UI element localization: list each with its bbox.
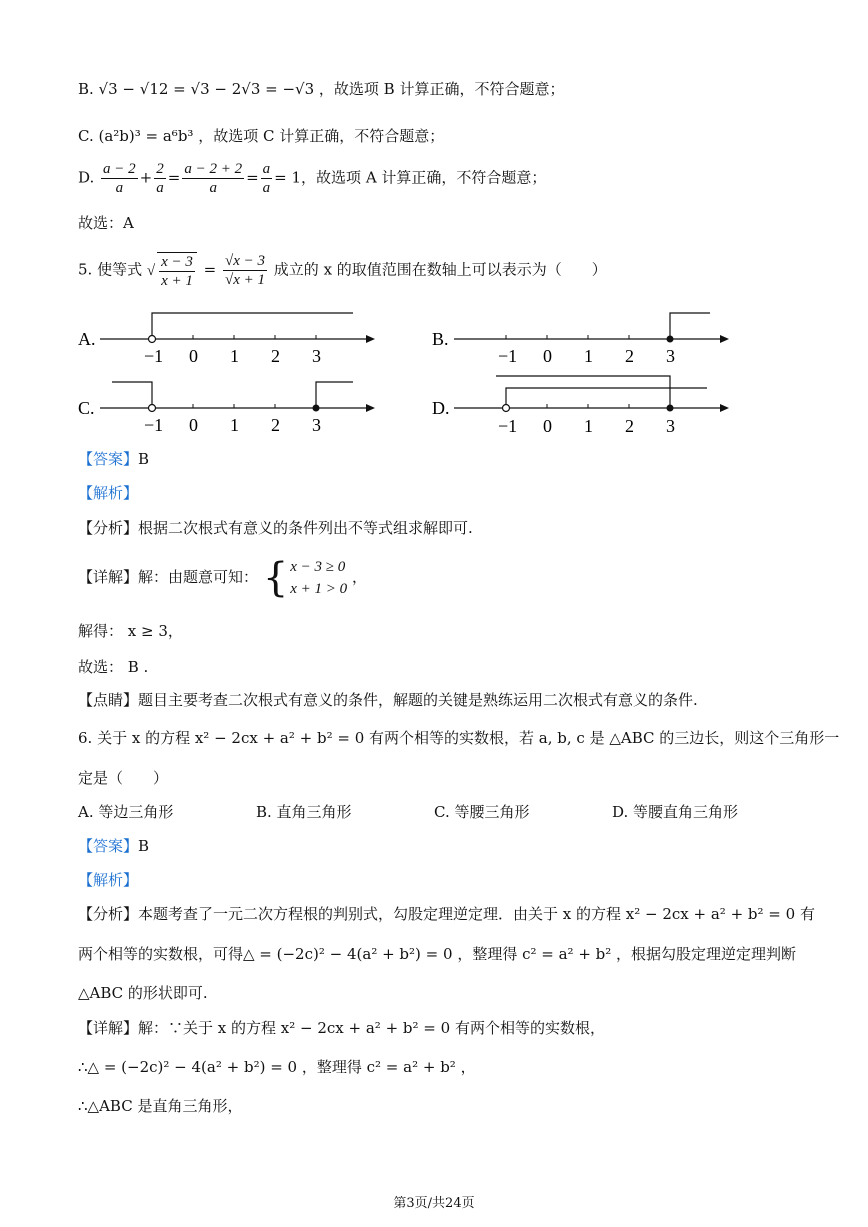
dianjing-5: 【点睛】题目主要考查二次根式有意义的条件，解题的关键是熟练运用二次根式有意义的条件. <box>78 691 698 709</box>
xiangjie-6-line-1: 【详解】解：∵关于 x 的方程 x² − 2cx + a² + b² = 0 有两个相等的实数根， <box>78 1019 605 1037</box>
tick-labels <box>144 415 321 435</box>
option-a-label: A. <box>78 329 96 349</box>
svg-text:2: 2 <box>625 416 634 436</box>
q6-option-d: D. 等腰直角三角形 <box>612 803 739 821</box>
jiede-5: 解得： x ≥ 3， <box>78 622 183 640</box>
fraction-sum: $\frac{a - 2 + 2}{a}$ <box>184 161 243 196</box>
svg-text:1: 1 <box>230 415 239 435</box>
fenxi-label: 【分析】 <box>78 905 139 923</box>
answer-6 <box>78 835 149 857</box>
xiangjie-label: 【详解】 <box>78 568 139 586</box>
number-line-c <box>78 374 388 436</box>
option-b-label: B. <box>432 329 449 349</box>
number-line-d <box>432 368 742 438</box>
sqrt-fraction-right: $\frac{√x - 3}{√x + 1}$ <box>225 253 266 288</box>
fenxi-6-line-1: 【分析】本题考查了一元二次方程根的判别式，勾股定理逆定理．由关于 x 的方程 x² − 2cx + a² + b² = 0 有 <box>78 905 815 923</box>
fraction-a-over-a: $\frac{a}{a}$ <box>262 161 271 196</box>
answer-6-value: B <box>138 837 150 855</box>
choice-a-line: 故选：A <box>78 214 134 232</box>
svg-text:1: 1 <box>230 346 239 365</box>
fraction-2-over-a: $\frac{2}{a}$ <box>156 161 164 196</box>
brace-icon: { <box>262 555 289 601</box>
q6-option-b: B. 直角三角形 <box>256 803 352 821</box>
fenxi-label: 【分析】 <box>78 519 139 537</box>
svg-text:2: 2 <box>271 415 280 435</box>
fenxi-5: 【分析】根据二次根式有意义的条件列出不等式组求解即可. <box>78 519 473 537</box>
fenxi-6-line-3: △ABC 的形状即可. <box>78 984 208 1002</box>
number-line-b <box>432 305 742 365</box>
option-b-line: B. √3 − √12 = √3 − 2√3 = −√3 ，故选项 B 计算正确，不符合题意； <box>78 80 565 98</box>
question-5-prefix: 5. 使等式 <box>78 260 143 279</box>
answer-5-value: B <box>138 450 150 468</box>
svg-text:3: 3 <box>666 346 675 365</box>
question-6-options <box>78 801 787 823</box>
xiangjie-6-line-2: ∴△ = (−2c)² − 4(a² + b²) = 0 ，整理得 c² = a² + b² ， <box>78 1058 476 1076</box>
option-d-label: D. <box>78 168 95 187</box>
option-d-label-numline: D. <box>432 398 450 418</box>
svg-text:0: 0 <box>543 346 552 365</box>
option-c-line: C. (a²b)³ = a⁶b³ ，故选项 C 计算正确，不符合题意； <box>78 127 445 145</box>
svg-text:2: 2 <box>625 346 634 365</box>
xiangjie-label: 【详解】 <box>78 1019 139 1037</box>
question-6-line-2: 定是（ ） <box>78 769 169 787</box>
tick-labels <box>498 416 675 436</box>
analysis-6-heading: 【解析】 <box>78 871 139 889</box>
tick-labels <box>144 346 321 365</box>
question-5-line: 5. 使等式 √ $\frac{x - 3}{x + 1}$ = $\frac{√x - 3}{√x + 1}$ 成立的 x 的取值范围在数轴上可以表示为（ ） <box>78 253 607 290</box>
svg-text:1: 1 <box>584 346 593 365</box>
page-footer: 第3页/共24页 <box>393 1196 475 1211</box>
svg-text:−1: −1 <box>144 415 164 435</box>
question-5-suffix: 成立的 x 的取值范围在数轴上可以表示为（ ） <box>273 260 607 279</box>
svg-text:0: 0 <box>543 416 552 436</box>
option-d-line: D. $\frac{a - 2}{a}$ + $\frac{2}{a}$ = $\frac{a - 2 + 2}{a}$ = $\frac{a}{a}$ = 1，故选项 A 计算正确，不符合题意； <box>78 161 547 196</box>
svg-text:−1: −1 <box>144 346 164 365</box>
q6-option-a: A. 等边三角形 <box>78 803 174 821</box>
sqrt-fraction-left: √ $\frac{x - 3}{x + 1}$ <box>147 263 199 279</box>
inequality-system: x − 3 ≥ 0 x + 1 > 0 <box>290 559 348 597</box>
tick-labels <box>498 346 675 365</box>
option-d-conclusion: ，故选项 A 计算正确，不符合题意； <box>301 168 547 187</box>
svg-text:1: 1 <box>584 416 593 436</box>
number-line-a <box>78 305 388 365</box>
svg-text:3: 3 <box>666 416 675 436</box>
q6-option-c: C. 等腰三角形 <box>434 803 530 821</box>
dianjing-label: 【点睛】 <box>78 691 139 709</box>
analysis-5-heading: 【解析】 <box>78 484 139 502</box>
svg-text:0: 0 <box>189 346 198 365</box>
svg-text:3: 3 <box>312 415 321 435</box>
guxuan-5: 故选： B . <box>78 658 149 676</box>
question-6-line-1: 6. 关于 x 的方程 x² − 2cx + a² + b² = 0 有两个相等的实数根，若 a, b, c 是 △ABC 的三边长，则这个三角形一 <box>78 729 840 747</box>
fenxi-6-line-2: 两个相等的实数根，可得△ = (−2c)² − 4(a² + b²) = 0 ，整理得 c² = a² + b² ，根据勾股定理逆定理判断 <box>78 945 797 963</box>
svg-text:−1: −1 <box>498 346 518 365</box>
xiangjie-6-line-3: ∴△ABC 是直角三角形， <box>78 1097 243 1115</box>
svg-text:3: 3 <box>312 346 321 365</box>
svg-text:2: 2 <box>271 346 280 365</box>
xiangjie-5: 【详解】解：由题意可知： { x − 3 ≥ 0 x + 1 > 0 ， <box>78 555 367 601</box>
svg-text:−1: −1 <box>498 416 518 436</box>
answer-label: 【答案】 <box>78 450 139 468</box>
option-c-label: C. <box>78 398 95 418</box>
fraction-a-minus-2-over-a: $\frac{a - 2}{a}$ <box>103 161 136 196</box>
answer-5 <box>78 448 149 470</box>
svg-text:0: 0 <box>189 415 198 435</box>
answer-label: 【答案】 <box>78 837 139 855</box>
